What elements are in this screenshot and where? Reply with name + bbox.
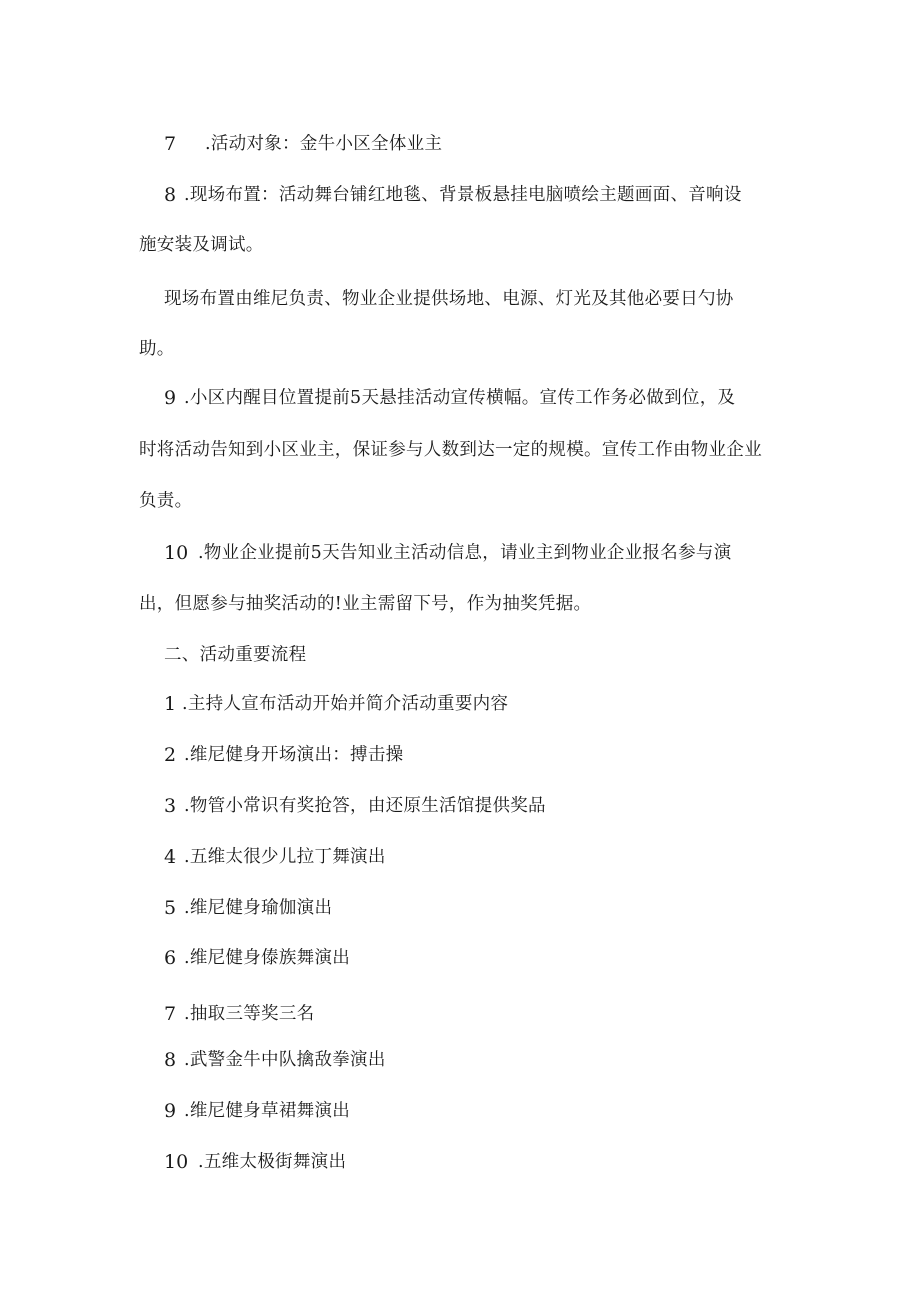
paragraph-line: .物业企业提前5天告知业主活动信息，请业主到物业企业报名参与演: [198, 543, 732, 563]
flow-item-text: .维尼健身草裙舞演出: [184, 1101, 351, 1121]
flow-item-text: .维尼健身傣族舞演出: [184, 948, 351, 968]
item-number: 10: [164, 1151, 189, 1173]
item-number: 10: [164, 542, 189, 564]
item-number: 1: [164, 693, 177, 715]
item-number: 6: [164, 947, 177, 969]
flow-item-text: .物管小常识有奖抢答，由还原生活馆提供奖品: [184, 796, 546, 816]
paragraph-line: 现场布置由维尼负责、物业企业提供场地、电源、灯光及其他必要日勺协: [164, 289, 734, 309]
section-heading-text: 二、活动重要流程: [164, 645, 307, 665]
paragraph-line: 施安装及调试。: [139, 235, 264, 255]
item-number: 8: [164, 1049, 177, 1071]
paragraph-line: .活动对象：金牛小区全体业主: [205, 134, 443, 154]
flow-item-text: .维尼健身瑜伽演出: [184, 898, 333, 918]
item-number: 8: [164, 184, 177, 206]
item-number: 7: [164, 133, 177, 155]
paragraph-line: .现场布置：活动舞台铺红地毯、背景板悬挂电脑喷绘主题画面、音响设: [184, 185, 742, 205]
paragraph-line: 时将活动告知到小区业主，保证参与人数到达一定的规模。宣传工作由物业企业: [139, 440, 762, 460]
flow-item-text: .五维太极街舞演出: [198, 1152, 347, 1172]
item-number: 5: [164, 897, 177, 919]
item-number: 3: [164, 795, 177, 817]
flow-item-text: .五维太很少儿拉丁舞演出: [184, 847, 386, 867]
item-number: 7: [164, 1003, 177, 1025]
item-number: 9: [164, 1100, 177, 1122]
paragraph-line: 出，但愿参与抽奖活动的!业主需留下号，作为抽奖凭据。: [139, 594, 592, 614]
item-number: 9: [164, 387, 177, 409]
paragraph-line: 助。: [139, 339, 175, 359]
flow-item-text: .维尼健身开场演出：搏击操: [184, 745, 404, 765]
flow-item-text: .武警金牛中队擒敌拳演出: [184, 1050, 386, 1070]
flow-item-text: .主持人宣布活动开始并简介活动重要内容: [182, 694, 509, 714]
item-number: 2: [164, 744, 177, 766]
paragraph-line: 负责。: [139, 491, 193, 511]
paragraph-line: .小区内醒目位置提前5天悬挂活动宣传横幅。宣传工作务必做到位，及: [184, 388, 736, 408]
flow-item-text: .抽取三等奖三名: [184, 1004, 315, 1024]
item-number: 4: [164, 846, 177, 868]
